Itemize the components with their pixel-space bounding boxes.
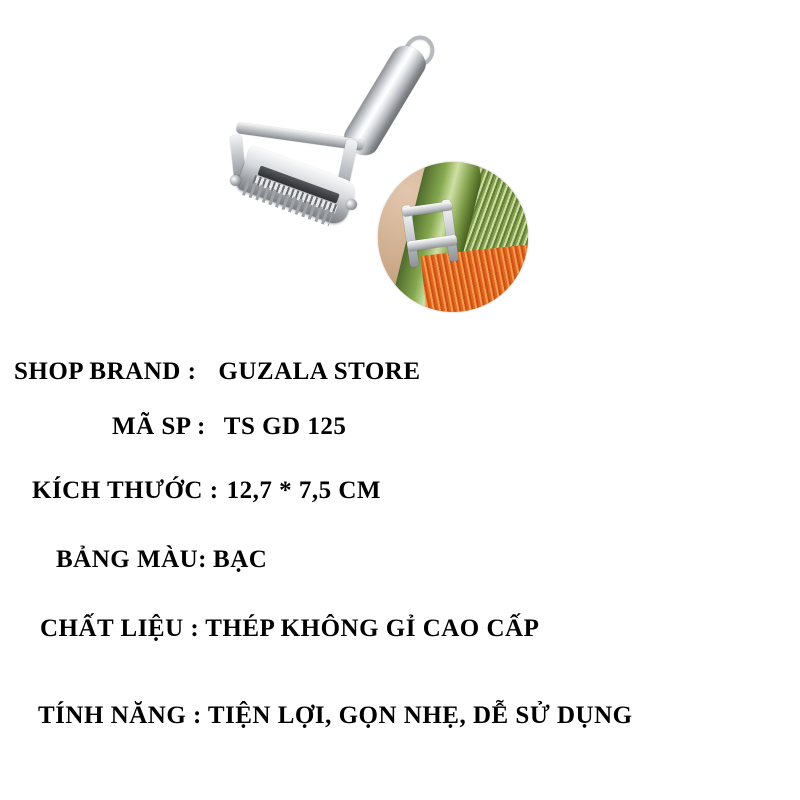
spec-features — [38, 702, 633, 730]
inset-usage-photo — [378, 162, 528, 312]
product-spec-list — [0, 340, 800, 729]
spec-color — [56, 546, 267, 574]
spec-shop-brand-label: SHOP BRAND : — [14, 358, 197, 385]
spec-product-code — [112, 413, 346, 441]
spec-features-value: TIỆN LỢI, GỌN NHẸ, DỄ SỬ DỤNG — [207, 702, 633, 729]
spec-size — [32, 477, 381, 505]
spec-material — [40, 615, 539, 643]
pivot-rivet-right — [346, 199, 357, 210]
spec-color-label: BẢNG MÀU: — [56, 546, 208, 573]
spec-size-label: KÍCH THƯỚC : — [32, 477, 219, 504]
inset-peeler-tool — [396, 198, 471, 273]
product-image-area — [0, 0, 800, 340]
spec-shop-brand — [14, 358, 421, 386]
pivot-rivet-left — [230, 175, 241, 186]
spec-material-value: THÉP KHÔNG GỈ CAO CẤP — [205, 615, 540, 642]
spec-color-value: BẠC — [213, 546, 268, 573]
spec-features-label: TÍNH NĂNG : — [38, 702, 202, 729]
peeler-head — [228, 125, 378, 235]
spec-material-label: CHẤT LIỆU : — [40, 615, 200, 642]
spec-product-code-value: TS GD 125 — [223, 413, 347, 440]
spec-product-code-label: MÃ SP : — [112, 413, 206, 440]
spec-shop-brand-value: GUZALA STORE — [218, 358, 421, 385]
spec-size-value: 12,7 * 7,5 CM — [226, 477, 381, 504]
